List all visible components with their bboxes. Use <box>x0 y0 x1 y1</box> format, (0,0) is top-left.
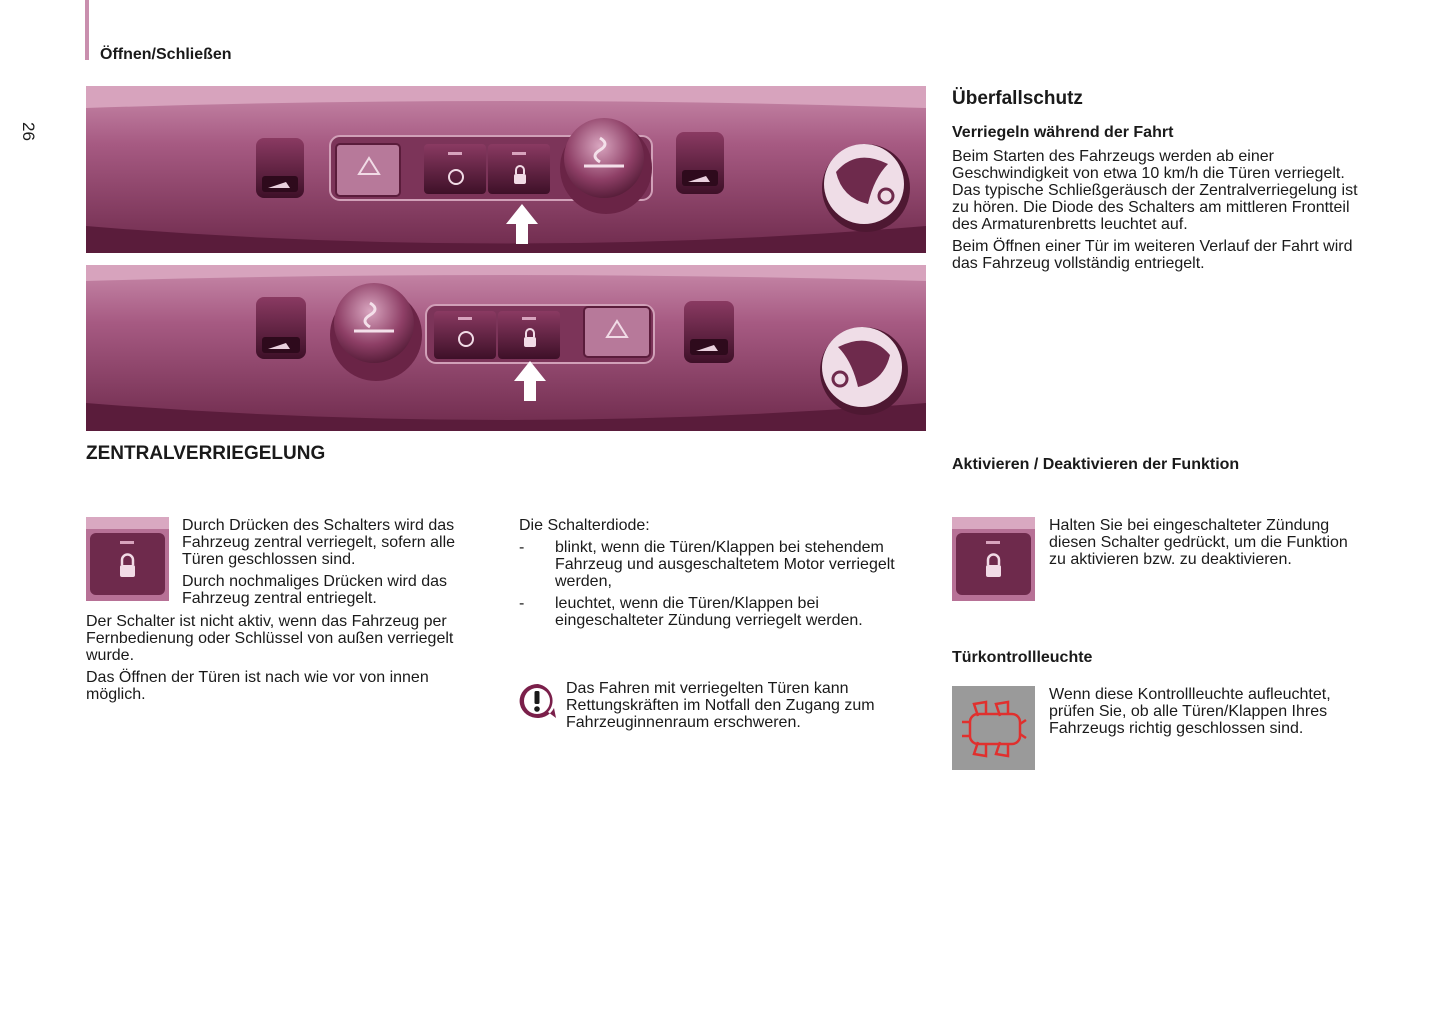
list-item <box>519 595 919 629</box>
lock-switch-image <box>952 517 1035 601</box>
locking-while-driving-heading: Verriegeln während der Fahrt <box>952 124 1174 141</box>
central-locking-desc <box>182 517 482 612</box>
assault-protection-title: Überfallschutz <box>952 88 1083 109</box>
door-open-warning-icon <box>952 686 1035 770</box>
list-dash: - <box>519 539 525 556</box>
paragraph: Beim Starten des Fahrzeugs werden ab einer Geschwindigkeit von etwa 10 km/h die Türen verriegelt. Das typische Schließgeräusch der Zentralverriegelung ist zu hören. Die Diode des Schalters am mittleren Frontteil des Armaturenbretts leuchtet auf. <box>952 148 1358 233</box>
door-lamp-heading: Türkontrollleuchte <box>952 649 1093 666</box>
dashboard-illustration-lhd <box>86 86 926 253</box>
diode-intro: Die Schalterdiode: <box>519 517 650 534</box>
activate-deactivate-heading: Aktivieren / Deaktivieren der Funktion <box>952 456 1240 473</box>
accent-bar <box>85 0 89 60</box>
paragraph: Das Öffnen der Türen ist nach wie vor von innen möglich. <box>86 669 429 703</box>
paragraph: Durch Drücken des Schalters wird das Fahrzeug zentral verriegelt, sofern alle Türen geschlossen sind. <box>182 517 456 568</box>
list-text: blinkt, wenn die Türen/Klappen bei stehendem Fahrzeug und ausgeschaltetem Motor verriegelt werden, <box>555 539 895 590</box>
page-number: 26 <box>19 122 38 141</box>
central-locking-title: ZENTRALVERRIEGELUNG <box>86 443 326 464</box>
warning-icon <box>518 682 558 720</box>
switch-diode-info <box>519 517 919 634</box>
section-title: Öffnen/Schließen <box>100 46 232 63</box>
list-text: leuchtet, wenn die Türen/Klappen bei eingeschalteter Zündung verriegelt werden. <box>555 595 863 629</box>
paragraph: Der Schalter ist nicht aktiv, wenn das Fahrzeug per Fernbedienung oder Schlüssel von außen verriegelt wurde. <box>86 613 454 664</box>
paragraph: Durch nochmaliges Drücken wird das Fahrzeug zentral entriegelt. <box>182 573 447 607</box>
list-dash: - <box>519 595 525 612</box>
list-item <box>519 539 919 590</box>
central-locking-notes <box>86 613 486 708</box>
paragraph: Beim Öffnen einer Tür im weiteren Verlauf der Fahrt wird das Fahrzeug vollständig entriegelt. <box>952 238 1353 272</box>
locking-while-driving-text <box>952 148 1362 277</box>
activate-deactivate-text: Halten Sie bei eingeschalteter Zündung diesen Schalter gedrückt, um die Funktion zu aktivieren bzw. zu deaktivieren. <box>1049 517 1348 568</box>
lock-switch-image <box>86 517 169 601</box>
door-lamp-text: Wenn diese Kontrollleuchte aufleuchtet, prüfen Sie, ob alle Türen/Klappen Ihres Fahrzeugs richtig geschlossen sind. <box>1049 686 1331 737</box>
dashboard-illustration-rhd <box>86 265 926 431</box>
warning-text: Das Fahren mit verriegelten Türen kann Rettungskräften im Notfall den Zugang zum Fahrzeuginnenraum erschweren. <box>566 680 875 731</box>
